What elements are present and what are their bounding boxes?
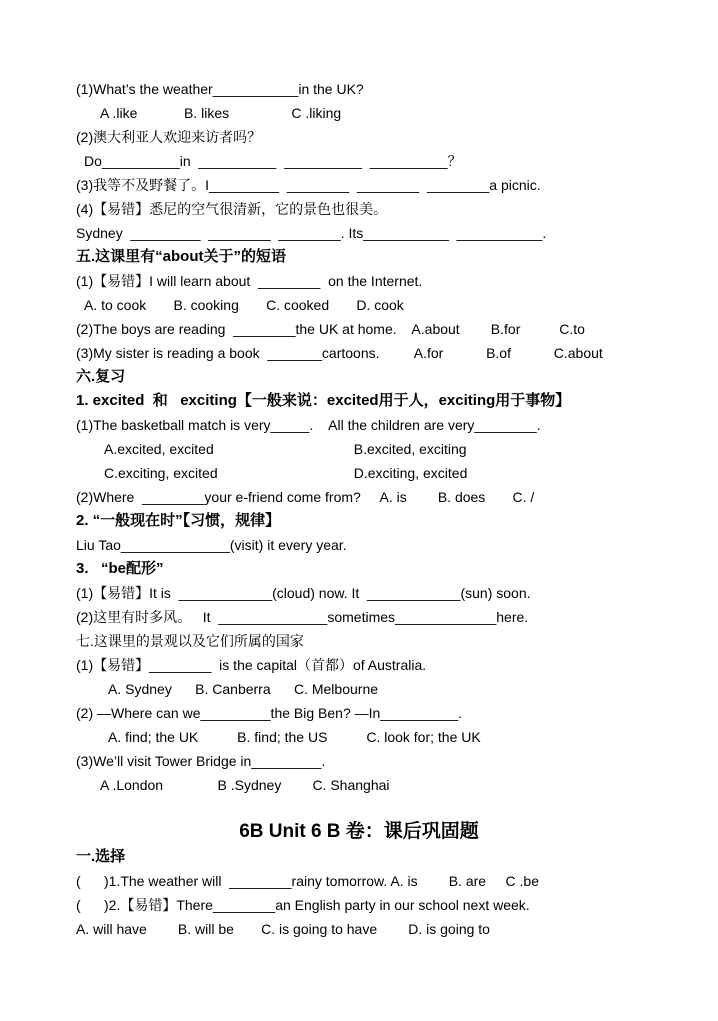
text-line: ( )1.The weather will ________rainy tomorrow. A. is B. are C .be	[76, 873, 539, 889]
section-heading: 1. excited 和 exciting【一般来说：excited用于人，exciting用于事物】	[76, 392, 571, 409]
text-line: (3)我等不及野餐了。I_________ ________ ________ ________a picnic.	[76, 177, 541, 193]
section-heading: 五.这课里有“about关于”的短语	[76, 248, 286, 265]
text-line: (1)The basketball match is very_____. All the children are very________.	[76, 417, 541, 433]
text-line: A. find; the UK B. find; the US C. look for; the UK	[108, 729, 481, 745]
text-line: 七.这课里的景观以及它们所属的国家	[76, 633, 304, 649]
text-line: (1)【易错】________ is the capital（首都）of Australia.	[76, 657, 427, 673]
text-line: (3)We’ll visit Tower Bridge in_________.	[76, 753, 326, 769]
text-line: Liu Tao______________(visit) it every year.	[76, 537, 347, 553]
text-line: Do__________in __________ __________ __________？	[84, 153, 462, 169]
section-heading: 六.复习	[76, 368, 126, 385]
text-line: Sydney _________ ________ ________. Its___________ ___________.	[76, 225, 547, 241]
text-line: A .London B .Sydney C. Shanghai	[100, 777, 390, 793]
text-line: A. will have B. will be C. is going to have D. is going to	[76, 921, 490, 937]
section-title: 6B Unit 6 B 卷：课后巩固题	[239, 821, 479, 842]
section-heading: 3. “be配形”	[76, 560, 164, 577]
text-line: (2) —Where can we_________the Big Ben? —In__________.	[76, 705, 463, 721]
text-line: (2)这里有时多风。 It ______________sometimes_____________here.	[76, 609, 529, 625]
text-line: C.exciting, excited D.exciting, excited	[104, 465, 468, 481]
section-heading: 2. “一般现在时”【习惯，规律】	[76, 512, 281, 529]
text-line: A. Sydney B. Canberra C. Melbourne	[108, 681, 379, 697]
text-line: (1)【易错】It is ____________(cloud) now. It ____________(sun) soon.	[76, 585, 531, 601]
text-line: (4)【易错】悉尼的空气很清新，它的景色也很美。	[76, 201, 388, 217]
text-line: A .like B. likes C .liking	[100, 105, 342, 121]
text-line: (2)澳大利亚人欢迎来访者吗？	[76, 129, 262, 145]
text-line: (1)What’s the weather___________in the UK?	[76, 81, 364, 97]
text-line: (1)【易错】I will learn about ________ on the Internet.	[76, 273, 423, 289]
section-heading: 一.选择	[76, 848, 126, 865]
text-line: A. to cook B. cooking C. cooked D. cook	[84, 297, 404, 313]
text-line: (2)Where ________your e-friend come from? A. is B. does C. /	[76, 489, 535, 505]
text-line: (2)The boys are reading ________the UK at home. A.about B.for C.to	[76, 321, 585, 337]
text-line: ( )2.【易错】There________an English party in our school next week.	[76, 897, 530, 913]
text-line: A.excited, excited B.excited, exciting	[104, 441, 467, 457]
text-line: (3)My sister is reading a book _______cartoons. A.for B.of C.about	[76, 345, 603, 361]
